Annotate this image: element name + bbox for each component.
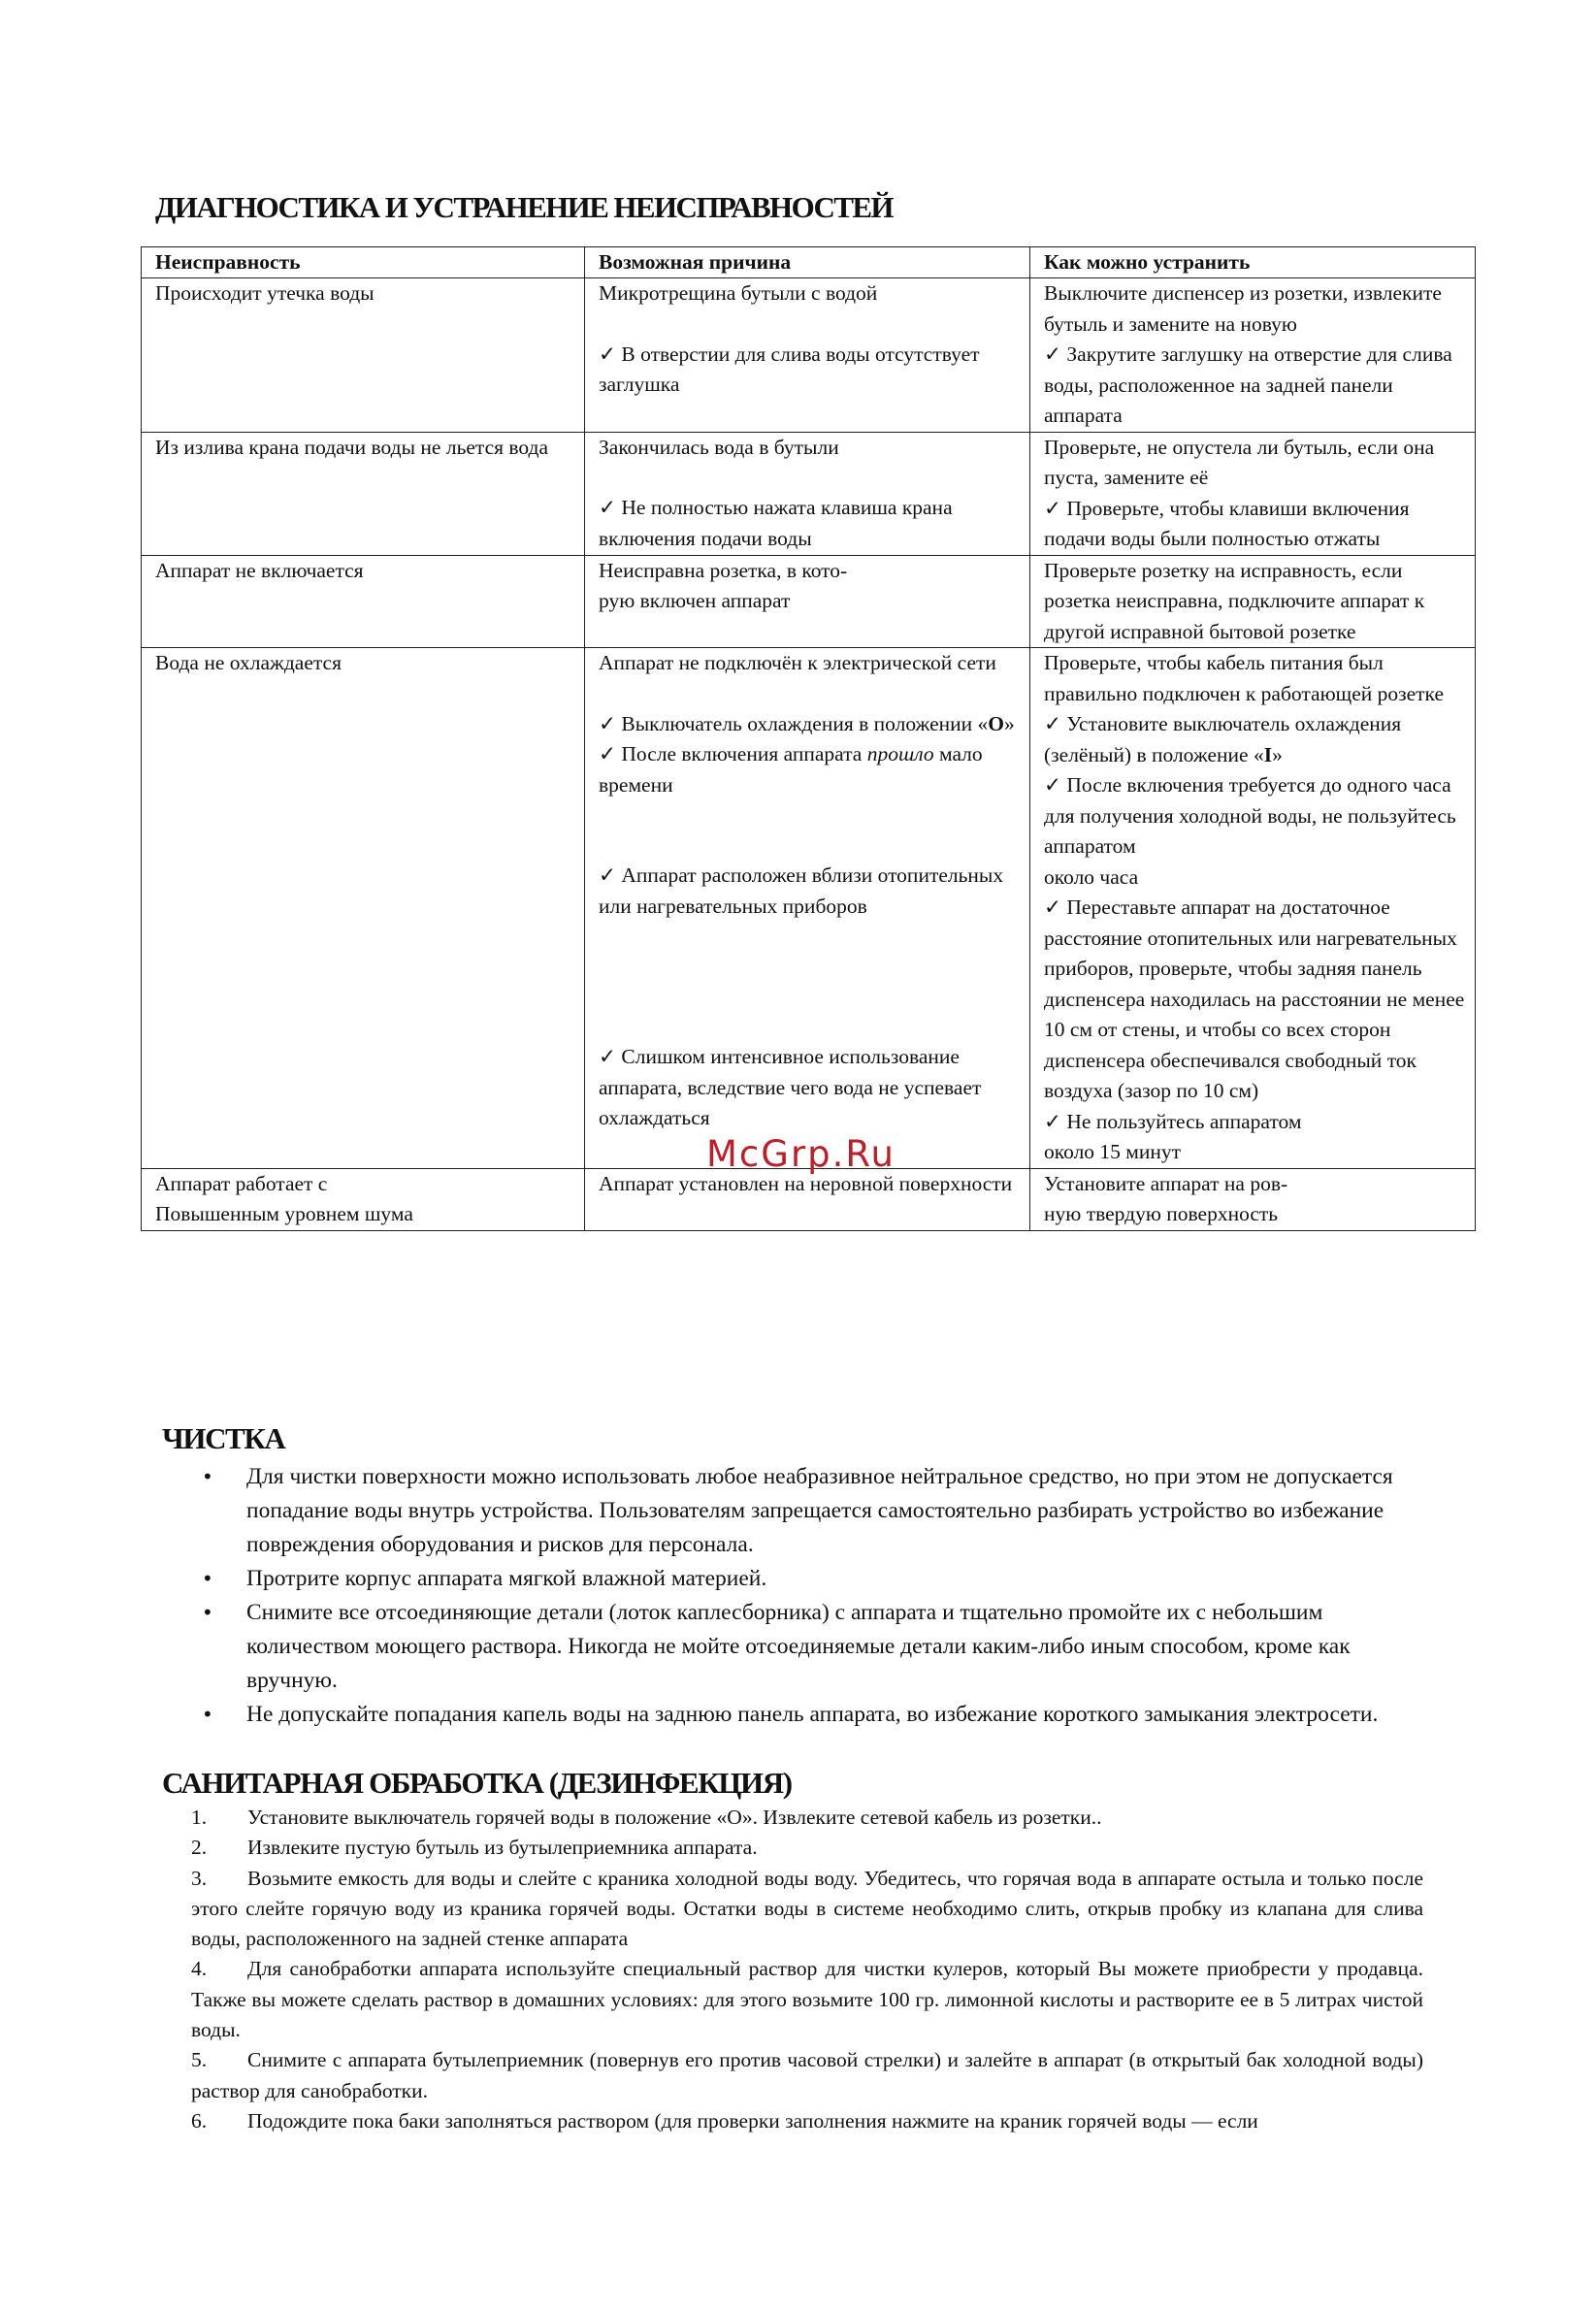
fix-cell [1030,278,1476,433]
list-item: 5. Снимите с аппарата бутылеприемник (повернув его против часовой стрелки) и залейте в аппарат (в открытый бак холодной воды) раствор для санобработки. [191,2048,1423,2102]
cause-text: Аппарат не подключён к электрической сети [599,651,996,674]
fix-text: Проверьте розетку на исправность, если розетка неисправна, подключите аппарат к другой исправной бытовой розетке [1044,558,1425,643]
check-mark-icon: ✓ [599,342,617,366]
cause-text: Не полностью нажата клавиша крана включения подачи воды [599,496,953,550]
table-row [142,278,1476,433]
check-mark-icon: ✓ [1044,712,1062,735]
fix-text: Переставьте аппарат на достаточное расстояние отопительных или нагревательных приборов, проверьте, чтобы задняя панель диспенсера находилась на расстоянии не менее 10 см от стены, и чтобы со всех сторон диспенсера обеспечивался свободный ток воздуха (зазор по 10 см) [1044,895,1465,1102]
fix-text: Выключите диспенсер из розетки, извлеките бутыль и замените на новую [1044,281,1442,336]
column-header-problem: Неисправность [142,247,585,278]
fix-cell: Проверьте, чтобы кабель питания был правильно подключен к работающей розетке ✓ Установите выключатель охлаждения (зелёный) в положение «I» ✓ После включения требуется до одного часа для получения холодной воды, не пользуйтесь аппаратом около часа ✓ Переставьте аппарат на достаточное расстояние отопительных или нагревательных приборов, проверьте, чтобы задняя панель диспенсера находилась на расстоянии не менее 10 см от стены, и чтобы со всех сторон диспенсера обеспечивался свободный ток воздуха (зазор по 10 см) ✓ Не пользуйтесь аппаратом около 15 минут [1030,648,1476,1169]
cause-text: Закончилась вода в бутыли [599,435,839,459]
bullet-icon: • [202,1567,213,1590]
check-mark-icon: ✓ [599,1045,617,1068]
column-header-fix: Как можно устранить [1030,247,1476,278]
bullet-icon: • [202,1465,213,1488]
fix-text: Проверьте, не опустела ли бутыль, если она пуста, замените её [1044,435,1435,489]
problem-text: Повышенным уровнем шума [155,1202,413,1225]
fix-text: около 15 минут [1044,1140,1182,1163]
cleaning-list [146,1460,1446,1732]
table-row [142,648,1476,1169]
table-row [142,1168,1476,1230]
list-item: 2. Извлеките пустую бутыль из бутылеприемника аппарата. [191,1836,758,1860]
cause-text: Неисправна розетка, в кото- [599,558,848,582]
check-mark-icon: ✓ [1044,773,1062,797]
cause-text: Аппарат установлен на неровной поверхности [599,1171,1013,1195]
list-item: • Не допускайте попадания капель воды на заднюю панель аппарата, во избежание короткого замыкания электросети. [146,1698,1446,1732]
problem-cell [142,1168,585,1230]
problem-cell [142,278,585,433]
table-row [142,555,1476,648]
list-item: 3. Возьмите емкость для воды и слейте с краника холодной воды воду. Убедитесь, что горячая вода в аппарате остыла и только после этого слейте горячую воду из краника горячей воды. Остатки воды в системе необходимо слить, открыв пробку из клапана для слива воды, расположенного на задней стенке аппарата [191,1866,1423,1951]
cause-text: Микротрещина бутыли с водой [599,281,878,305]
fix-text: ную твердую поверхность [1044,1202,1279,1225]
fix-text: Не пользуйтесь аппаратом [1066,1109,1302,1133]
check-mark-icon: ✓ [599,496,617,519]
check-mark-icon: ✓ [599,742,617,765]
cause-cell: Аппарат не подключён к электрической сети ✓ Выключатель охлаждения в положении «O» ✓ После включения аппарата прошло мало времени ✓ Аппарат расположен вблизи отопительных или нагревательных приборов ✓ Слишком интенсивное использование аппарата, вследствие чего вода не успевает охлаждаться [585,648,1030,1169]
problem-text: Аппарат не включается [155,558,364,582]
cleaning-title: ЧИСТКА [162,1421,285,1455]
list-item: 1. Установите выключатель горячей воды в положение «O». Извлеките сетевой кабель из розетки.. [191,1806,1102,1829]
watermark: McGrp.Ru [706,1133,896,1175]
list-item: 4. Для санобработки аппарата используйте специальный раствор для чистки кулеров, который Вы можете приобрести у продавца. Также вы можете сделать раствор в домашних условиях: для этого возьмите 100 гр. лимонной кислоты и растворите ее в 5 литрах чистой воды. [191,1957,1423,2042]
table-row [142,432,1476,555]
problem-text: Аппарат работает с [155,1171,328,1195]
cause-cell [585,555,1030,648]
cause-text: После включения аппарата [621,742,867,765]
fix-text: Установите выключатель охлаждения (зелёный) в положение « [1044,712,1402,766]
problem-cell [142,555,585,648]
list-item: • Протрите корпус аппарата мягкой влажной материей. [146,1562,1446,1596]
list-item: 6. Подождите пока баки заполняться раствором (для проверки заполнения нажмите на краник горячей воды — если [191,2108,1258,2132]
diagnostics-title: ДИАГНОСТИКА И УСТРАНЕНИЕ НЕИСПРАВНОСТЕЙ [155,190,893,224]
cause-text: Слишком интенсивное использование аппарата, вследствие чего вода не успевает охлаждаться [599,1045,982,1129]
fix-text: Закрутите заглушку на отверстие для слива воды, расположенное на задней панели аппарата [1044,342,1452,427]
problem-cell [142,432,585,555]
sanitation-title: САНИТАРНАЯ ОБРАБОТКА (ДЕЗИНФЕКЦИЯ) [162,1766,792,1800]
troubleshooting-table [141,246,1476,1231]
fix-text: Установите аппарат на ров- [1044,1171,1288,1195]
problem-text: Происходит утечка воды [155,281,375,305]
cause-text-italic: прошло [866,742,934,765]
bullet-icon: • [202,1703,213,1726]
cause-text: В отверстии для слива воды отсутствует заглушка [599,342,980,396]
cause-text: Аппарат расположен вблизи отопительных или нагревательных приборов [599,863,1004,918]
switch-position-i: I [1263,742,1273,766]
list-item: • Для чистки поверхности можно использовать любое неабразивное нейтральное средство, но при этом не допускается попадание воды внутрь устройства. Пользователям запрещается самостоятельно разбирать устройство во избежание повреждения оборудования и рисков для персонала. [146,1460,1446,1562]
fix-cell [1030,432,1476,555]
check-mark-icon: ✓ [599,711,617,735]
cause-cell [585,1168,1030,1230]
problem-cell [142,648,585,1169]
problem-text: Из излива крана подачи воды не льется вода [155,435,549,459]
cause-cell [585,432,1030,555]
cause-text: рую включен аппарат [599,589,791,612]
fix-text: Проверьте, чтобы клавиши включения подачи воды были полностью отжаты [1044,496,1410,550]
table-header-row [142,247,1476,278]
list-item: • Снимите все отсоединяющие детали (лоток каплесборника) с аппарата и тщательно промойте их с небольшим количеством моющего раствора. Никогда не мойте отсоединяемые детали каким-либо иным способом, кроме как вручную. [146,1596,1446,1698]
bullet-icon: • [202,1601,213,1624]
fix-text: Проверьте, чтобы кабель питания был правильно подключен к работающей розетке [1044,651,1444,705]
check-mark-icon: ✓ [1044,1109,1062,1133]
check-mark-icon: ✓ [1044,342,1062,366]
check-mark-icon: ✓ [599,863,617,887]
check-mark-icon: ✓ [1044,895,1062,919]
sanitation-steps [191,1803,1423,2136]
fix-text: около часа [1044,864,1139,889]
switch-position-o: O [988,711,1005,735]
cause-text: Выключатель охлаждения в положении « [621,711,989,735]
fix-cell [1030,555,1476,648]
column-header-cause: Возможная причина [585,247,1030,278]
cause-cell [585,278,1030,433]
fix-text: После включения требуется до одного часа для получения холодной воды, не пользуйтесь аппаратом [1044,773,1456,858]
check-mark-icon: ✓ [1044,496,1062,520]
problem-text: Вода не охлаждается [155,651,342,674]
fix-cell [1030,1168,1476,1230]
